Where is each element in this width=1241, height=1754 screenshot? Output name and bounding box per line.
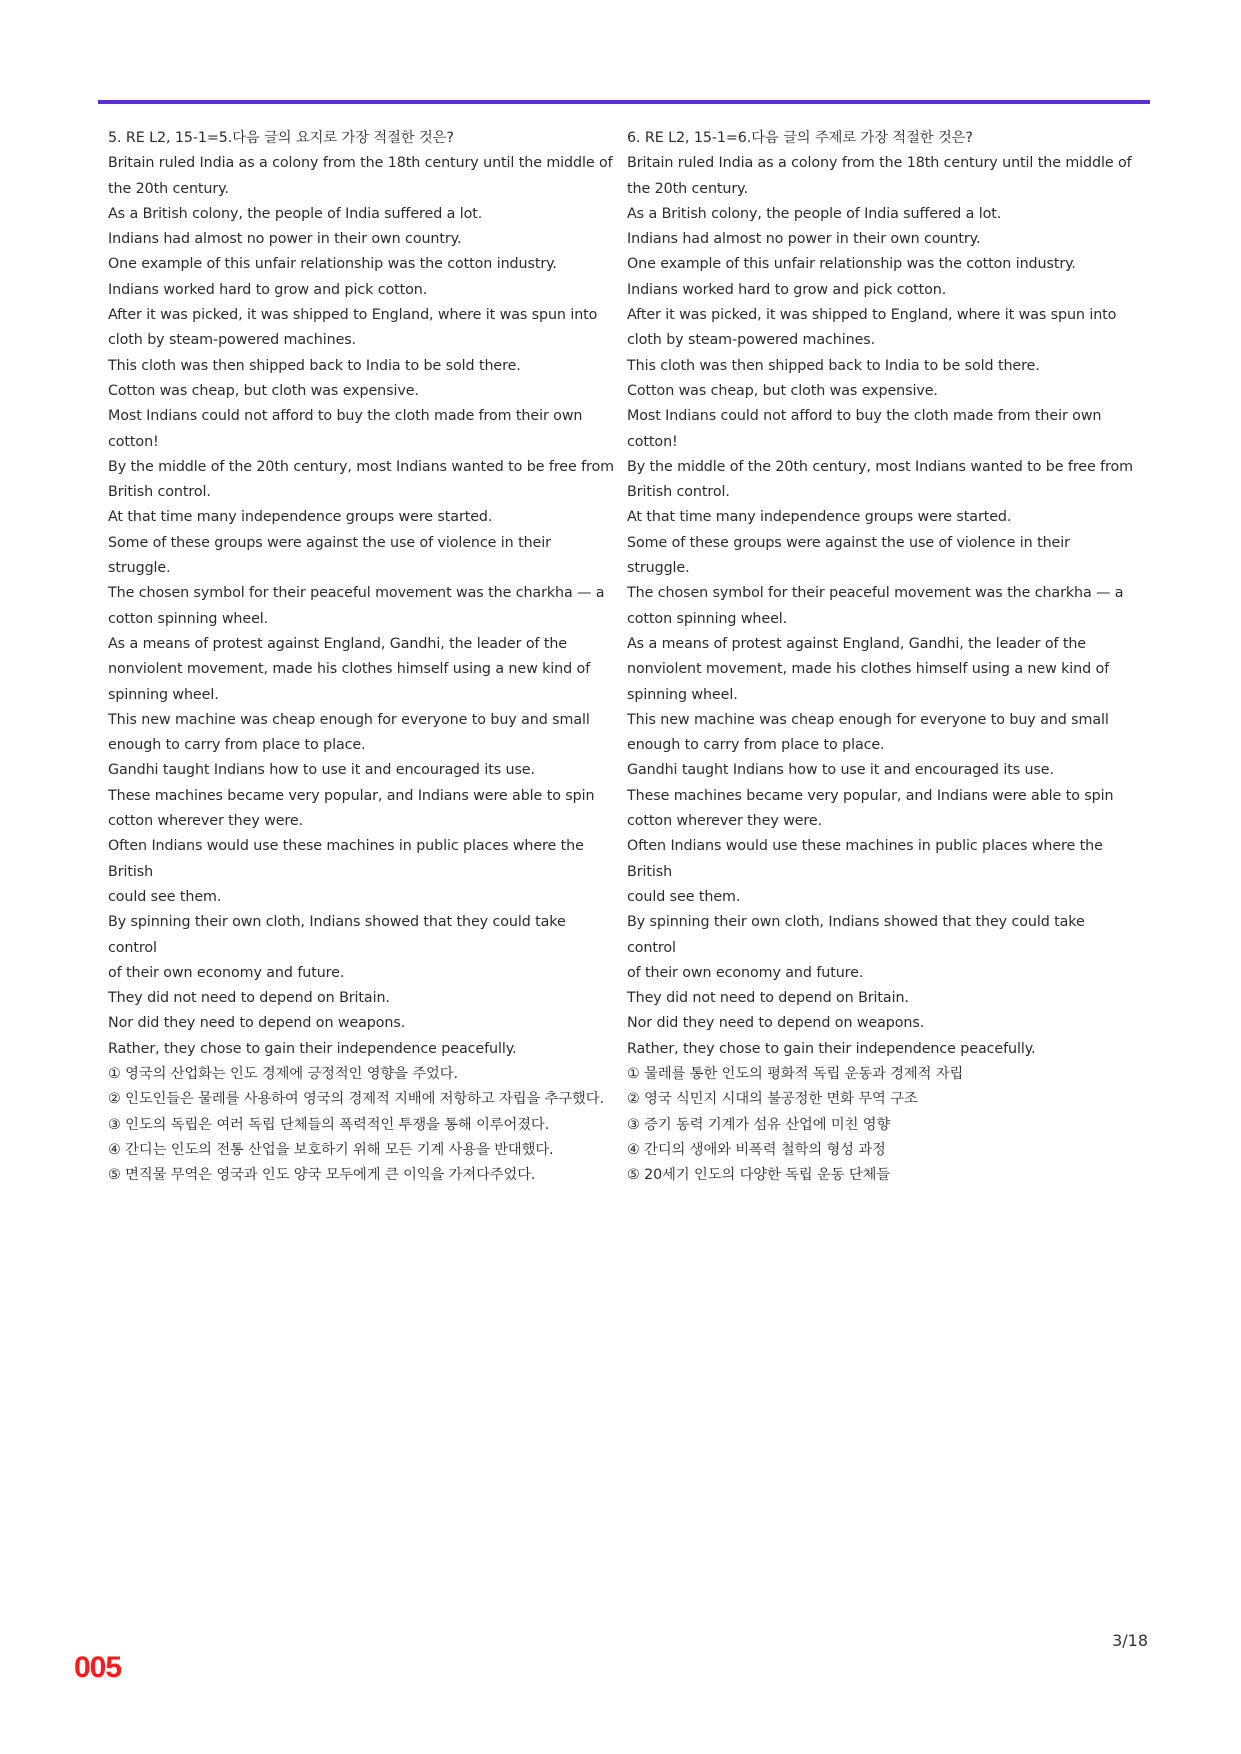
answer-choice: ② 영국 식민지 시대의 불공정한 면화 무역 구조 — [627, 1091, 918, 1108]
passage-line: Most Indians could not afford to buy the cloth made from their own — [627, 408, 1102, 425]
passage-line: Often Indians would use these machines in public places where the British — [627, 838, 1103, 880]
answer-choice: ④ 간디는 인도의 전통 산업을 보호하기 위해 모든 기계 사용을 반대했다. — [108, 1141, 554, 1158]
passage-line: cotton spinning wheel. — [108, 610, 269, 627]
passage-line: As a means of protest against England, Gandhi, the leader of the — [627, 635, 1087, 652]
passage — [108, 151, 614, 1062]
passage-line: One example of this unfair relationship was the cotton industry. — [627, 256, 1076, 273]
passage-line: Nor did they need to depend on weapons. — [627, 1015, 925, 1032]
passage-line: enough to carry from place to place. — [108, 737, 366, 754]
passage-line: Most Indians could not afford to buy the cloth made from their own — [108, 408, 583, 425]
question-header: 5. RE L2, 15-1=5.다음 글의 요지로 가장 적절한 것은? — [108, 130, 454, 146]
passage-line: At that time many independence groups were started. — [108, 509, 493, 526]
passage-line: Cotton was cheap, but cloth was expensive. — [108, 382, 419, 399]
answer-choice: ⑤ 면직물 무역은 영국과 인도 양국 모두에게 큰 이익을 가져다주었다. — [108, 1167, 536, 1184]
passage-line: This cloth was then shipped back to India to be sold there. — [108, 357, 521, 374]
passage-line: By spinning their own cloth, Indians showed that they could take control — [108, 914, 566, 956]
passage-line: cotton wherever they were. — [627, 813, 823, 830]
passage-line: After it was picked, it was shipped to England, where it was spun into — [627, 307, 1117, 324]
passage-line: At that time many independence groups were started. — [627, 509, 1012, 526]
passage-line: the 20th century. — [627, 180, 748, 197]
question-6 — [627, 126, 1133, 1188]
answer-choice: ④ 간디의 생애와 비폭력 철학의 형성 과정 — [627, 1141, 886, 1158]
answer-choice: ⑤ 20세기 인도의 다양한 독립 운동 단체들 — [627, 1167, 891, 1184]
passage-line: The chosen symbol for their peaceful movement was the charkha — a — [627, 585, 1124, 602]
passage-line: Gandhi taught Indians how to use it and encouraged its use. — [108, 762, 535, 779]
passage-line: This new machine was cheap enough for everyone to buy and small — [627, 711, 1109, 728]
passage-line: The chosen symbol for their peaceful movement was the charkha — a — [108, 585, 605, 602]
passage-line: Rather, they chose to gain their independence peacefully. — [627, 1040, 1036, 1057]
passage-line: Britain ruled India as a colony from the 18th century until the middle of — [627, 155, 1132, 172]
question-header: 6. RE L2, 15-1=6.다음 글의 주제로 가장 적절한 것은? — [627, 130, 973, 146]
passage-line: These machines became very popular, and Indians were able to spin — [627, 787, 1114, 804]
passage-line: Indians worked hard to grow and pick cotton. — [108, 281, 428, 298]
passage-line: cloth by steam-powered machines. — [108, 332, 357, 349]
choices — [627, 1062, 1133, 1188]
passage-line: As a means of protest against England, Gandhi, the leader of the — [108, 635, 568, 652]
passage-line: could see them. — [627, 888, 741, 905]
answer-choice: ③ 증기 동력 기계가 섬유 산업에 미친 영향 — [627, 1116, 891, 1133]
passage-line: Some of these groups were against the use of violence in their struggle. — [627, 534, 1070, 577]
passage-line: of their own economy and future. — [627, 964, 864, 981]
passage-line: Some of these groups were against the use of violence in their struggle. — [108, 534, 551, 577]
passage-line: As a British colony, the people of India suffered a lot. — [108, 205, 483, 222]
passage-line: These machines became very popular, and Indians were able to spin — [108, 787, 595, 804]
passage-line: Rather, they chose to gain their independence peacefully. — [108, 1040, 517, 1057]
passage-line: After it was picked, it was shipped to England, where it was spun into — [108, 307, 598, 324]
passage — [627, 151, 1133, 1062]
top-divider — [98, 100, 1150, 104]
passage-line: cloth by steam-powered machines. — [627, 332, 876, 349]
passage-line: spinning wheel. — [627, 686, 738, 703]
passage-line: nonviolent movement, made his clothes himself using a new kind of — [627, 661, 1110, 678]
passage-line: British control. — [108, 484, 211, 501]
passage-line: By the middle of the 20th century, most Indians wanted to be free from — [108, 458, 614, 475]
passage-line: could see them. — [108, 888, 222, 905]
passage-line: the 20th century. — [108, 180, 229, 197]
passage-line: cotton spinning wheel. — [627, 610, 788, 627]
passage-line: British control. — [627, 484, 730, 501]
answer-choice: ② 인도인들은 물레를 사용하여 영국의 경제적 지배에 저항하고 자립을 추구했다. — [108, 1091, 604, 1108]
choices — [108, 1062, 614, 1188]
passage-line: nonviolent movement, made his clothes himself using a new kind of — [108, 661, 591, 678]
passage-line: of their own economy and future. — [108, 964, 345, 981]
passage-line: This cloth was then shipped back to India to be sold there. — [627, 357, 1040, 374]
passage-line: By the middle of the 20th century, most Indians wanted to be free from — [627, 458, 1133, 475]
passage-line: They did not need to depend on Britain. — [627, 990, 909, 1007]
passage-line: One example of this unfair relationship was the cotton industry. — [108, 256, 557, 273]
passage-line: Indians worked hard to grow and pick cotton. — [627, 281, 947, 298]
passage-line: This new machine was cheap enough for everyone to buy and small — [108, 711, 590, 728]
passage-line: enough to carry from place to place. — [627, 737, 885, 754]
answer-choice: ① 물레를 통한 인도의 평화적 독립 운동과 경제적 자립 — [627, 1065, 964, 1082]
page-code: 005 — [74, 1651, 122, 1684]
passage-line: As a British colony, the people of India suffered a lot. — [627, 205, 1002, 222]
question-5 — [108, 126, 614, 1188]
answer-choice: ① 영국의 산업화는 인도 경제에 긍정적인 영향을 주었다. — [108, 1065, 458, 1082]
passage-line: Indians had almost no power in their own country. — [108, 231, 462, 248]
passage-line: Often Indians would use these machines in public places where the British — [108, 838, 584, 880]
page-number: 3/18 — [1112, 1631, 1148, 1650]
passage-line: cotton wherever they were. — [108, 813, 304, 830]
passage-line: They did not need to depend on Britain. — [108, 990, 390, 1007]
passage-line: Nor did they need to depend on weapons. — [108, 1015, 406, 1032]
passage-line: Britain ruled India as a colony from the 18th century until the middle of — [108, 155, 613, 172]
passage-line: cotton! — [108, 433, 159, 450]
passage-line: Gandhi taught Indians how to use it and encouraged its use. — [627, 762, 1054, 779]
passage-line: spinning wheel. — [108, 686, 219, 703]
passage-line: cotton! — [627, 433, 678, 450]
passage-line: Cotton was cheap, but cloth was expensive. — [627, 382, 938, 399]
passage-line: By spinning their own cloth, Indians showed that they could take control — [627, 914, 1085, 956]
answer-choice: ③ 인도의 독립은 여러 독립 단체들의 폭력적인 투쟁을 통해 이루어졌다. — [108, 1116, 550, 1133]
passage-line: Indians had almost no power in their own country. — [627, 231, 981, 248]
